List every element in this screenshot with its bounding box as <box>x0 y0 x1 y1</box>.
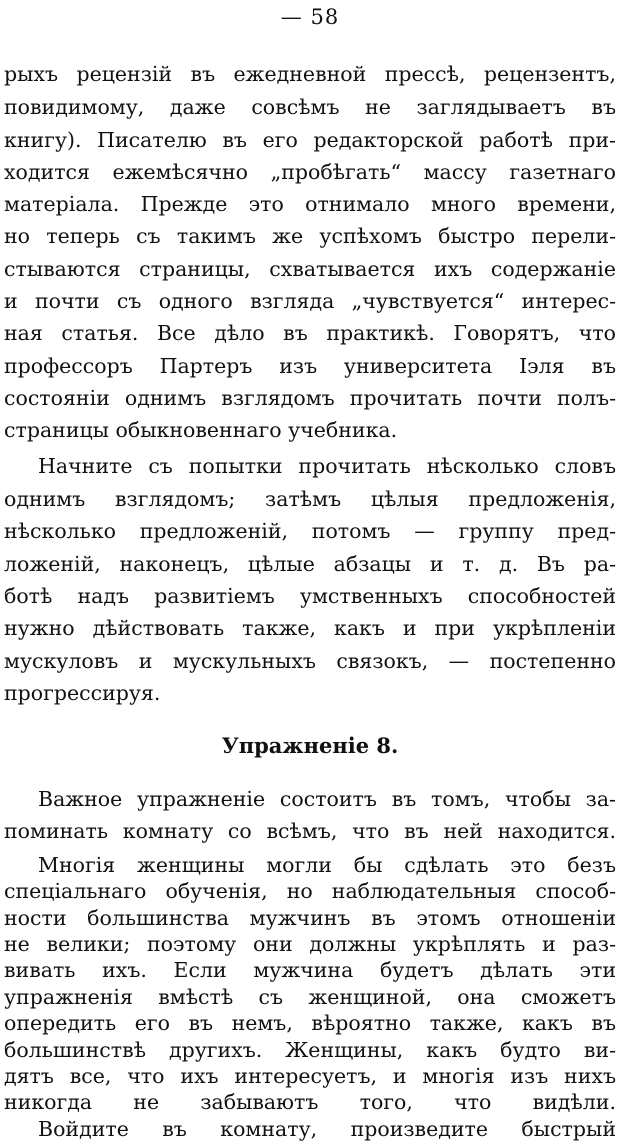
text-line: ности большинства мужчинъ въ этомъ отношеніи <box>4 905 616 930</box>
section-heading: Упражненіе 8. <box>221 733 399 758</box>
text-line: Важное упражненіе состоитъ въ томъ, чтобы за- <box>38 787 616 811</box>
text-line: матеріала. Прежде это отнимало много времени, <box>4 192 616 216</box>
text-line: ходится ежемѣсячно „пробѣгать“ массу газетнаго <box>4 160 616 184</box>
text-line: рыхъ рецензій въ ежедневной прессѣ, рецензентъ, <box>4 62 616 86</box>
text-line: повидимому, даже совсѣмъ не заглядываетъ въ <box>4 95 616 119</box>
text-line: Начните съ попытки прочитать нѣсколько словъ <box>38 454 616 478</box>
text-line: дятъ все, что ихъ интересуетъ, и многія изъ нихъ <box>4 1063 616 1088</box>
text-line: профессоръ Партеръ изъ университета Іэля въ <box>4 354 616 378</box>
text-line: нѣсколько предложеній, потомъ — группу пред- <box>4 519 616 543</box>
text-line: ботѣ надъ развитіемъ умственныхъ способностей <box>4 584 616 608</box>
text-line: вивать ихъ. Если мужчина будетъ дѣлать эти <box>4 958 616 983</box>
text-line: не велики; поэтому они должны укрѣплять и раз- <box>4 932 616 957</box>
text-line: и почти съ одного взгляда „чувствуется“ интерес- <box>4 289 616 313</box>
text-line: Войдите въ комнату, произведите быстрый <box>38 1116 616 1141</box>
text-line: но теперь съ такимъ же успѣхомъ быстро перели- <box>4 224 616 248</box>
text-line: ная статья. Все дѣло въ практикѣ. Говорятъ, что <box>4 321 616 345</box>
text-line: книгу). Писателю въ его редакторской работѣ при- <box>4 128 616 152</box>
text-line: состояніи однимъ взглядомъ прочитать почти полъ- <box>4 386 616 410</box>
text-line: стываются страницы, схватывается ихъ содержаніе <box>4 257 616 281</box>
text-line: никогда не забываютъ того, что видѣли. <box>4 1090 616 1115</box>
text-line: однимъ взглядомъ; затѣмъ цѣлыя предложенія, <box>4 487 616 511</box>
page-number: — 58 <box>280 5 340 29</box>
text-line: нужно дѣйствовать также, какъ и при укрѣпленіи <box>4 616 616 640</box>
text-line: опередить его въ немъ, вѣроятно также, какъ въ <box>4 1011 616 1036</box>
text-line: прогрессируя. <box>4 681 161 705</box>
text-line: ложеній, наконецъ, цѣлые абзацы и т. д. Въ ра- <box>4 552 616 576</box>
text-line: мускуловъ и мускульныхъ связокъ, — постепенно <box>4 649 616 673</box>
text-line: поминать комнату со всѣмъ, что въ ней находится. <box>4 819 616 843</box>
text-line: большинствѣ другихъ. Женщины, какъ будто ви- <box>4 1037 616 1062</box>
text-line: спеціальнаго обученія, но наблюдательныя способ- <box>4 879 616 904</box>
text-line: страницы обыкновеннаго учебника. <box>4 418 398 442</box>
text-line: Многія женщины могли бы сдѣлать это безъ <box>38 853 616 877</box>
text-line: упражненія вмѣстѣ съ женщиной, она сможетъ <box>4 984 616 1009</box>
